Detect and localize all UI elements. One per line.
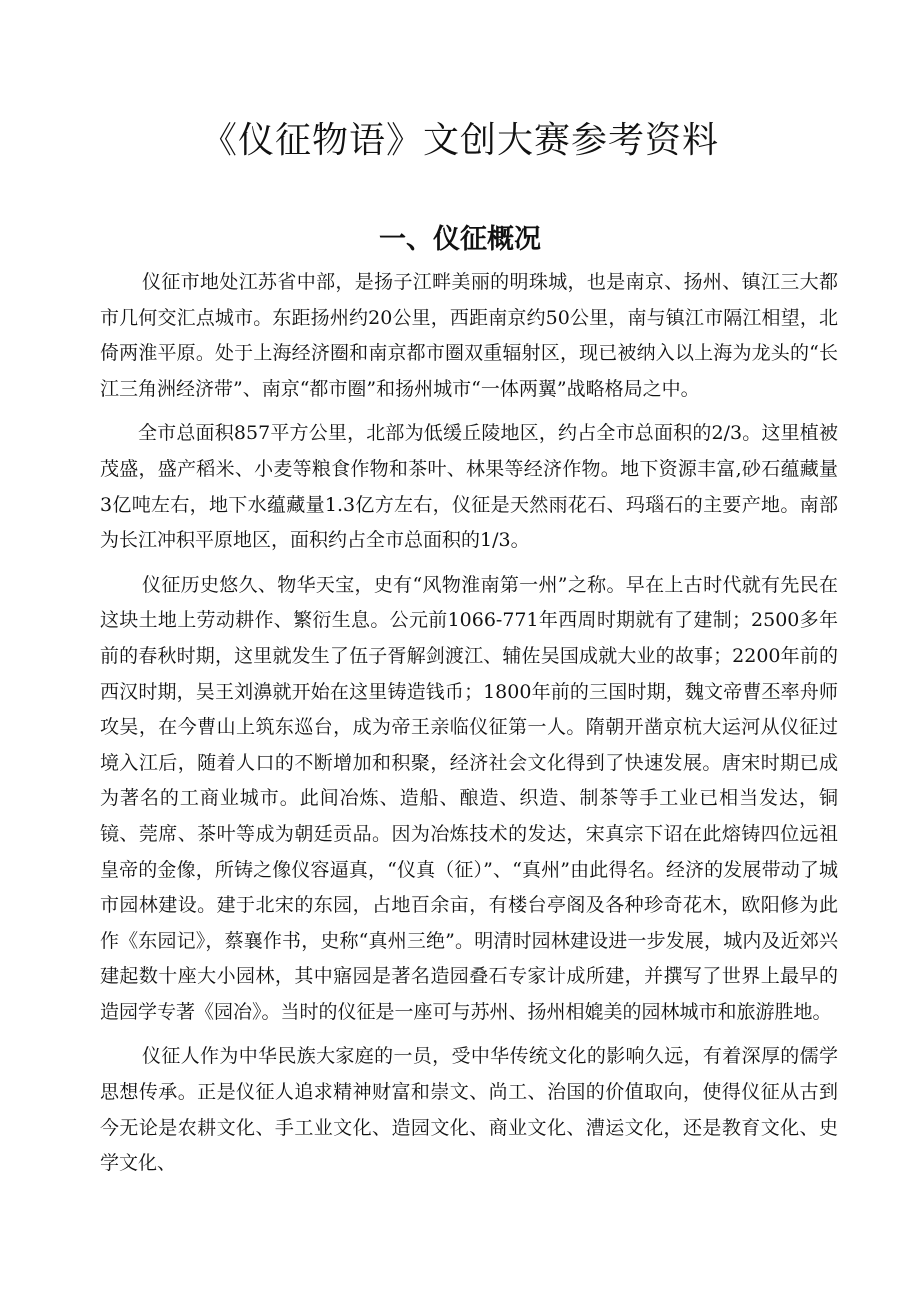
paragraph-history: 仪征历史悠久、物华天宝，史有“风物淮南第一州”之称。早在上古时代就有先民在这块土地上劳动耕作、繁衍生息。公元前1066-771年西周时期就有了建制；2500多年前的春秋时期，这里就发生了伍子胥解剑渡江、辅佐吴国成就大业的故事；2200年前的西汉时期，吴王刘濞就开始在这里铸造钱币；1800年前的三国时期，魏文帝曹丕率舟师攻吴，在今曹山上筑东巡台，成为帝王亲临仪征第一人。隋朝开凿京杭大运河从仪征过境入江后，随着人口的不断增加和积聚，经济社会文化得到了快速发展。唐宋时期已成为著名的工商业城市。此间冶炼、造船、酿造、织造、制茶等手工业已相当发达，铜镜、莞席、茶叶等成为朝廷贡品。因为冶炼技术的发达，宋真宗下诏在此熔铸四位远祖皇帝的金像，所铸之像仪容逼真，“仪真（征）”、“真州”由此得名。经济的发展带动了城市园林建设。建于北宋的东园，占地百余亩，有楼台亭阁及各种珍奇花木，欧阳修为此作《东园记》，蔡襄作书，史称“真州三绝”。明清时园林建设进一步发展，城内及近郊兴建起数十座大小园林，其中寤园是著名造园叠石专家计成所建，并撰写了世界上最早的造园学专著《园冶》。当时的仪征是一座可与苏州、扬州相媲美的园林城市和旅游胜地。 xyxy=(100,573,838,1023)
paragraph-area: 全市总面积857平方公里，北部为低缓丘陵地区，约占全市总面积的2/3。这里植被茂盛，盛产稻米、小麦等粮食作物和茶叶、林果等经济作物。地下资源丰富,砂石蕴藏量3亿吨左右，地下水蕴藏量1.3亿方左右，仪征是天然雨花石、玛瑙石的主要产地。南部为长江冲积平原地区，面积约占全市总面积的1/3。 xyxy=(100,422,838,552)
section-heading: 一、仪征概况 xyxy=(379,224,541,255)
paragraph-location: 仪征市地处江苏省中部，是扬子江畔美丽的明珠城，也是南京、扬州、镇江三大都市几何交汇点城市。东距扬州约20公里，西距南京约50公里，南与镇江市隔江相望，北倚两淮平原。处于上海经济圈和南京都市圈双重辐射区，现已被纳入以上海为龙头的“长江三角洲经济带”、南京“都市圈”和扬州城市“一体两翼”战略格局之中。 xyxy=(100,271,838,400)
body-text xyxy=(100,265,838,1191)
document-title: 《仪征物语》文创大赛参考资料 xyxy=(200,120,719,161)
paragraph-culture: 仪征人作为中华民族大家庭的一员，受中华传统文化的影响久远，有着深厚的儒学思想传承。正是仪征人追求精神财富和崇文、尚工、治国的价值取向，使得仪征从古到今无论是农耕文化、手工业文化、造园文化、商业文化、漕运文化，还是教育文化、史学文化、 xyxy=(100,1045,838,1175)
